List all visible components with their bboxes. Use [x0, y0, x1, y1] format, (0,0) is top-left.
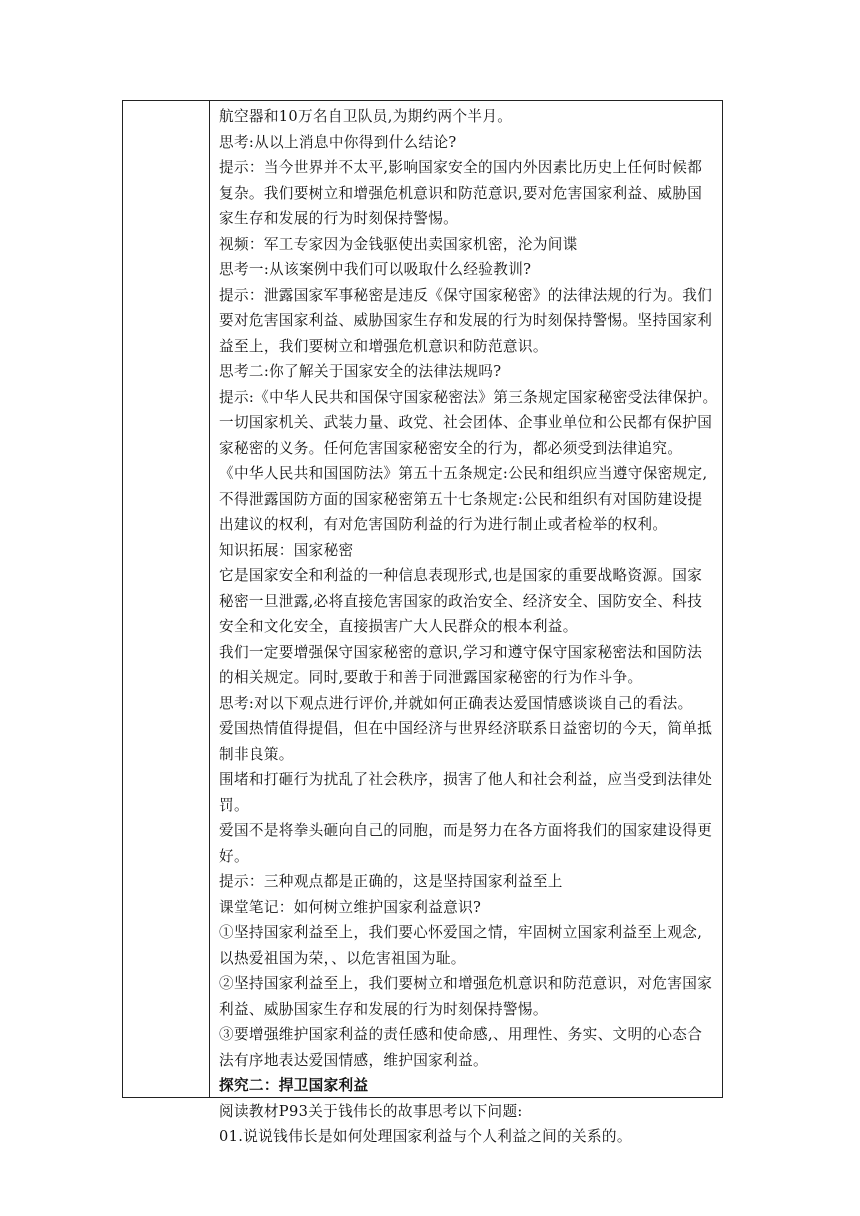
section-label: 知识拓展：国家秘密: [219, 541, 354, 559]
text-line: 提示：泄露国家军事秘密是违反《保守国家秘密》的法律法规的行为。我们: [219, 286, 713, 304]
text-line: 《中华人民共和国国防法》第五十五条规定:公民和组织应当遵守保密规定,: [219, 465, 708, 482]
text-line: 益至上，我们要树立和增强危机意识和防范意识。: [219, 337, 548, 355]
text-line: 利益、威胁国家生存和发展的行为时刻保持警惕。: [219, 1000, 548, 1018]
text-line: 不得泄露国防方面的国家秘密第五十七条规定:公民和组织有对国防建设提: [219, 490, 703, 508]
question-line: 思考:从以上消息中你得到什么结论?: [219, 133, 457, 151]
text-line: 爱国热情值得提倡，但在中国经济与世界经济联系日益密切的今天，简单抵: [219, 720, 713, 737]
text-line: 爱国不是将拳头砸向自己的同胞，而是努力在各方面将我们的国家建设得更: [219, 822, 713, 839]
text-line: ③要增强维护国家利益的责任感和使命感,、用理性、务实、文明的心态合: [219, 1026, 703, 1043]
text-line: 提示:《中华人民共和国保守国家秘密法》第三条规定国家秘密受法律保护。: [219, 388, 718, 406]
text-line: 阅读教材P93关于钱伟长的故事思考以下问题:: [219, 1102, 523, 1120]
text-line: 家生存和发展的行为时刻保持警惕。: [219, 210, 459, 227]
text-line: 提示：当今世界并不太平,影响国家安全的国内外因素比历史上任何时候都: [219, 159, 703, 176]
text-line: 秘密一旦泄露,必将直接危害国家的政治安全、经济安全、国防安全、科技: [219, 592, 703, 610]
hint-line: 提示：三种观点都是正确的，这是坚持国家利益至上: [219, 873, 563, 890]
text-line: 围堵和打砸行为扰乱了社会秩序，损害了他人和社会利益，应当受到法律处: [219, 771, 713, 788]
question-line: 思考二:你了解关于国家安全的法律法规吗?: [219, 363, 502, 380]
content-cell: [211, 101, 722, 1145]
text-line: 家秘密的义务。任何危害国家秘密安全的行为，都必须受到法律追究。: [219, 439, 683, 457]
text-line: 以热爱祖国为荣，、以危害祖国为耻。: [219, 949, 466, 967]
text-line: 罚。: [219, 796, 249, 814]
text-line: 安全和文化安全，直接损害广大人民群众的根本利益。: [219, 618, 578, 635]
notes-heading: 课堂笔记：如何树立维护国家利益意识?: [219, 898, 482, 916]
question-line: 思考一:从该案例中我们可以吸取什么经验教训?: [219, 261, 532, 278]
text-line: 要对危害国家利益、威胁国家生存和发展的行为时刻保持警惕。坚持国家利: [219, 312, 713, 329]
text-line: 我们一定要增强保守国家秘密的意识,学习和遵守保守国家秘密法和国防法: [219, 643, 703, 661]
text-line: 的相关规定。同时,要敢于和善于同泄露国家秘密的行为作斗争。: [219, 669, 643, 686]
text-line: 好。: [219, 847, 249, 865]
question-line: 01.说说钱伟长是如何处理国家利益与个人利益之间的关系的。: [219, 1128, 632, 1145]
text-line: 制非良策。: [219, 745, 294, 763]
text-line: 出建议的权利，有对危害国防利益的行为进行制止或者检举的权利。: [219, 516, 668, 533]
video-line: 视频：军工专家因为金钱驱使出卖国家机密，沦为间谍: [219, 235, 578, 253]
text-line: 它是国家安全和利益的一种信息表现形式,也是国家的重要战略资源。国家: [219, 567, 703, 584]
text-line: 复杂。我们要树立和增强危机意识和防范意识,要对危害国家利益、威胁国: [219, 184, 703, 202]
text-line: 航空器和10万名自卫队员,为期约两个半月。: [219, 108, 513, 125]
text-line: ②坚持国家利益至上，我们要树立和增强危机意识和防范意识，对危害国家: [219, 975, 713, 992]
section-heading: 探究二：捍卫国家利益: [219, 1077, 369, 1094]
left-column-cell: [123, 101, 210, 1097]
text-line: 一切国家机关、武装力量、政党、社会团体、企事业单位和公民都有保护国: [219, 414, 713, 431]
text-line: 法有序地表达爱国情感，维护国家利益。: [219, 1051, 488, 1069]
text-line: ①坚持国家利益至上，我们要心怀爱国之情，牢固树立国家利益至上观念,: [219, 924, 703, 941]
question-line: 思考:对以下观点进行评价,并就如何正确表达爱国情感谈谈自己的看法。: [219, 694, 693, 712]
document-table: [122, 100, 723, 1145]
